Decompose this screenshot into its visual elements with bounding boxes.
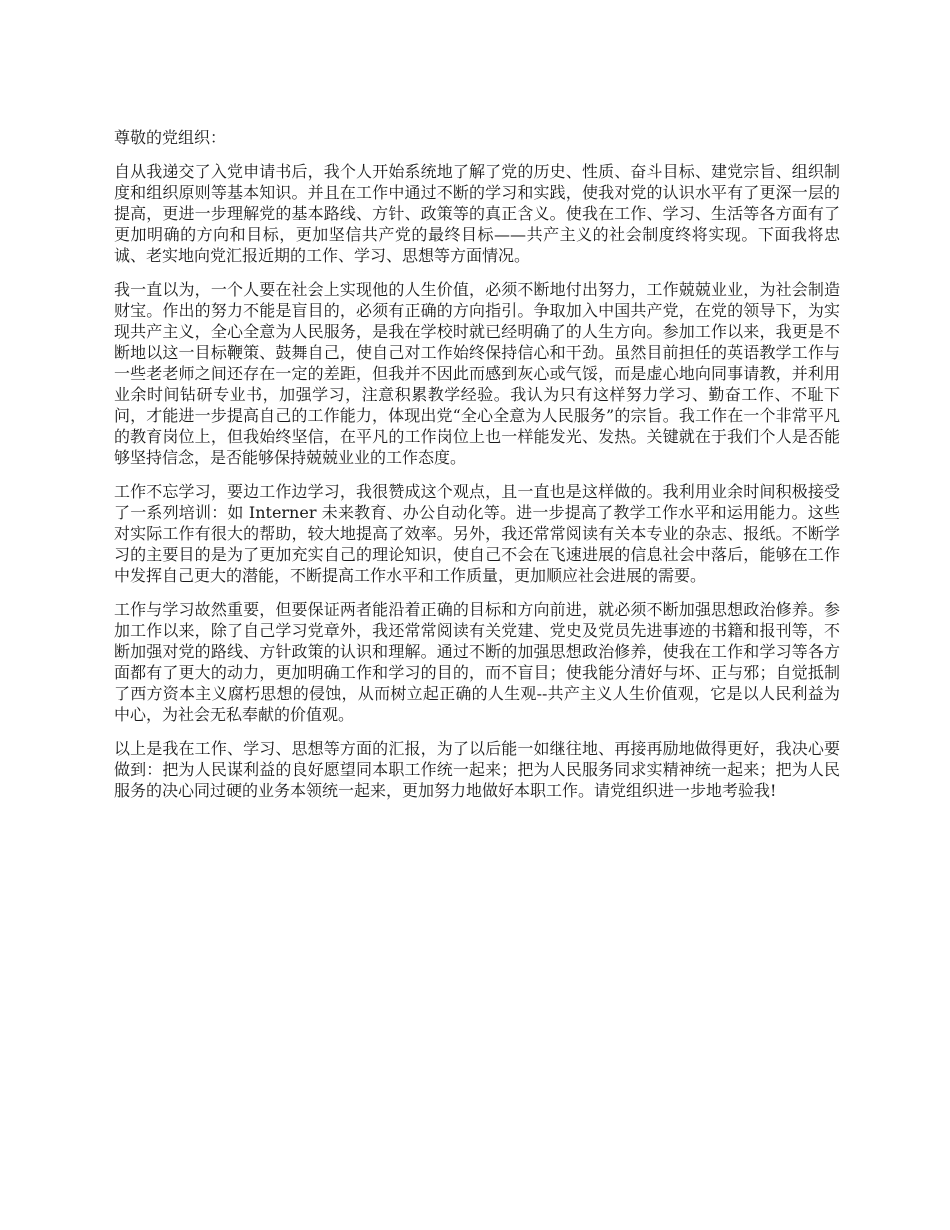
paragraph-1: 自从我递交了入党申请书后，我个人开始系统地了解了党的历史、性质、奋斗目标、建党宗旨、组织制度和组织原则等基本知识。并且在工作中通过不断的学习和实践，使我对党的认识水平有了更深一层的提高，更进一步理解党的基本路线、方针、政策等的真正含义。使我在工作、学习、生活等各方面有了更加明确的方向和目标，更加坚信共产党的最终目标——共产主义的社会制度终将实现。下面我将忠诚、老实地向党汇报近期的工作、学习、思想等方面情况。 [114,162,840,265]
paragraph-2: 我一直以为，一个人要在社会上实现他的人生价值，必须不断地付出努力，工作兢兢业业，为社会制造财宝。作出的努力不能是盲目的，必须有正确的方向指引。争取加入中国共产党，在党的领导下，为实现共产主义，全心全意为人民服务，是我在学校时就已经明确了的人生方向。参加工作以来，我更是不断地以这一目标鞭策、鼓舞自己，使自己对工作始终保持信心和干劲。虽然目前担任的英语教学工作与一些老老师之间还存在一定的差距，但我并不因此而感到灰心或气馁，而是虚心地向同事请教，并利用业余时间钻研专业书，加强学习，注意积累教学经验。我认为只有这样努力学习、勤奋工作、不耻下问，才能进一步提高自己的工作能力，体现出党“全心全意为人民服务”的宗旨。我工作在一个非常平凡的教育岗位上，但我始终坚信，在平凡的工作岗位上也一样能发光、发热。关键就在于我们个人是否能够坚持信念，是否能够保持兢兢业业的工作态度。 [114,280,840,467]
paragraph-4: 工作与学习故然重要，但要保证两者能沿着正确的目标和方向前进，就必须不断加强思想政治修养。参加工作以来，除了自己学习党章外，我还常常阅读有关党建、党史及党员先进事迹的书籍和报刊等，不断加强对党的路线、方针政策的认识和理解。通过不断的加强思想政治修养，使我在工作和学习等各方面都有了更大的动力，更加明确工作和学习的目的，而不盲目；使我能分清好与坏、正与邪；自觉抵制了西方资本主义腐朽思想的侵蚀，从而树立起正确的人生观--共产主义人生价值观，它是以人民利益为中心，为社会无私奉献的价值观。 [114,600,840,724]
salutation: 尊敬的党组织： [114,128,227,147]
paragraph-5: 以上是我在工作、学习、思想等方面的汇报，为了以后能一如继往地、再接再励地做得更好，我决心要做到：把为人民谋利益的良好愿望同本职工作统一起来；把为人民服务同求实精神统一起来；把为人民服务的决心同过硬的业务本领统一起来，更加努力地做好本职工作。请党组织进一步地考验我! [114,739,840,800]
letter-body [114,127,840,814]
paragraph-3: 工作不忘学习，要边工作边学习，我很赞成这个观点，且一直也是这样做的。我利用业余时间积极接受了一系列培训：如 Interner 未来教育、办公自动化等。进一步提高了教学工作水平和运用能力。这些对实际工作有很大的帮助，较大地提高了效率。另外，我还常常阅读有关本专业的杂志、报纸。不断学习的主要目的是为了更加充实自己的理论知识，使自己不会在飞速进展的信息社会中落后，能够在工作中发挥自己更大的潜能，不断提高工作水平和工作质量，更加顺应社会进展的需要。 [114,482,840,585]
